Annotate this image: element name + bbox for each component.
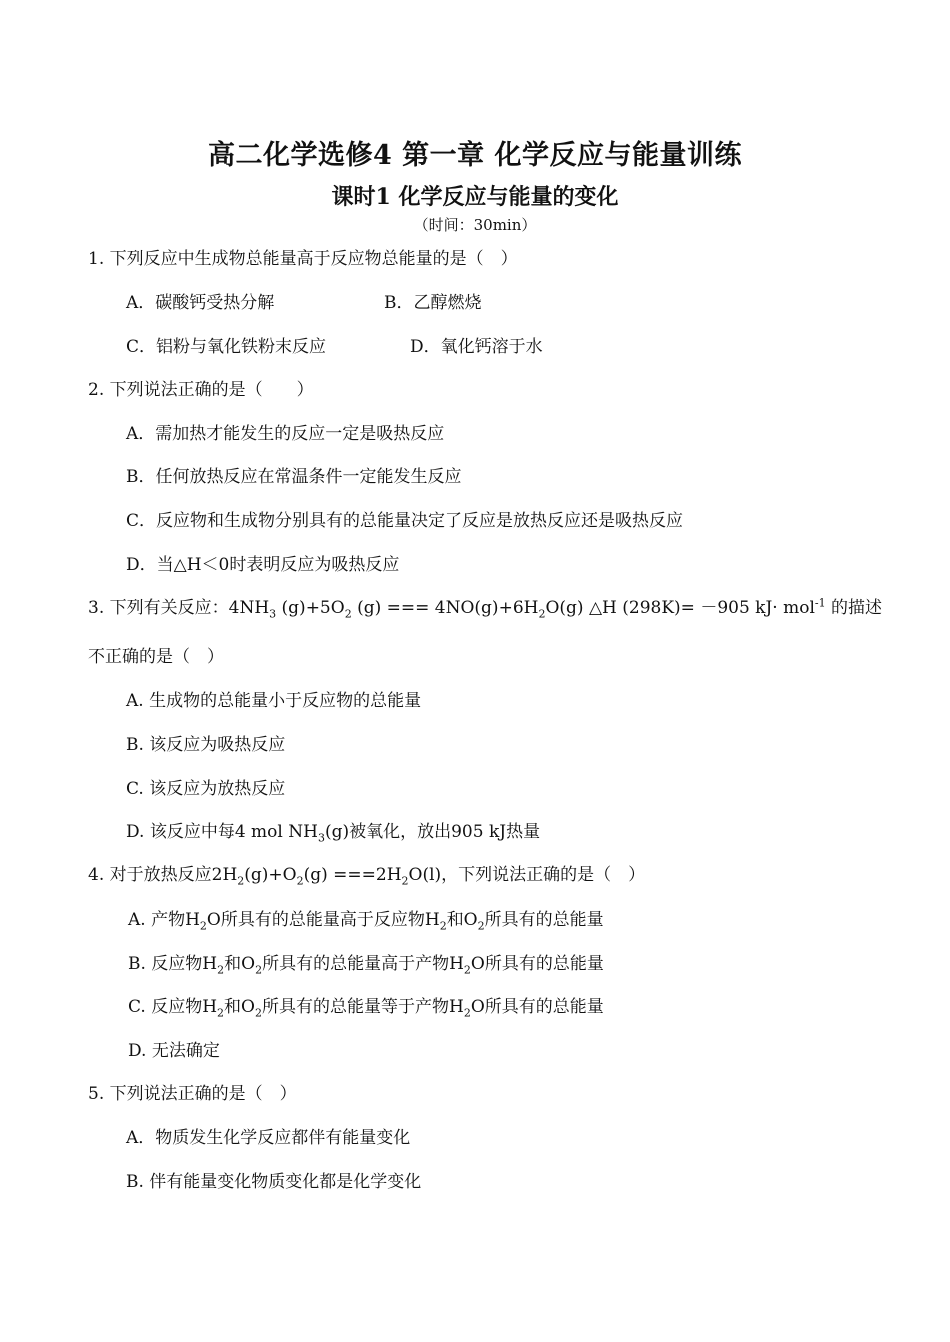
question-3-stem-continued: 不正确的是（ ） [88, 647, 224, 667]
question-4-stem: 4. 对于放热反应$2H_2(g)+O_2(g) ===2H_2O(l)$，下列说法正确的是（ ） [88, 865, 646, 888]
question-2-option-c: C．反应物和生成物分别具有的总能量决定了反应是放热反应还是吸热反应 [126, 511, 684, 531]
question-4-option-c: C. 反应物$H_2$和$O_2$所具有的总能量等于产物$H_2O$所具有的总能量 [128, 997, 604, 1020]
question-4-option-a: A. 产物$H_2O$所具有的总能量高于反应物$H_2$和$O_2$所具有的总能量 [128, 910, 604, 933]
question-2-stem: 2. 下列说法正确的是（ ） [88, 380, 314, 400]
question-3-option-d: D. 该反应中每4 mol $NH_3(g)$被氧化，放出905 kJ热量 [126, 822, 541, 845]
question-1-option-c: C．铝粉与氧化铁粉末反应 [126, 337, 327, 357]
question-3-option-b: B. 该反应为吸热反应 [126, 735, 286, 755]
question-4-option-d: D. 无法确定 [128, 1041, 220, 1061]
question-3-stem: 3. 下列有关反应：$4NH_3$ $(g)+5O_2$ (g) === $4NO(g)+6H_2O(g)$ △H (298K)= －905 kJ· mol$^{-1}$ 的描述 [88, 596, 883, 621]
question-3-option-c: C. 该反应为放热反应 [126, 779, 286, 799]
question-5-option-a: A．物质发生化学反应都伴有能量变化 [126, 1128, 411, 1148]
question-1-stem: 1. 下列反应中生成物总能量高于反应物总能量的是（ ） [88, 249, 518, 269]
page-subtitle: 课时1 化学反应与能量的变化 [331, 184, 619, 210]
question-2-option-a: A．需加热才能发生的反应一定是吸热反应 [126, 424, 445, 444]
question-1-option-d: D．氧化钙溶于水 [410, 337, 543, 357]
question-5-stem: 5. 下列说法正确的是（ ） [88, 1084, 297, 1104]
question-1-option-b: B．乙醇燃烧 [384, 293, 482, 313]
time-limit: （时间：30min） [413, 216, 537, 234]
question-5-option-b: B. 伴有能量变化物质变化都是化学变化 [126, 1172, 422, 1192]
page-title: 高二化学选修4 第一章 化学反应与能量训练 [207, 140, 743, 171]
question-2-option-b: B．任何放热反应在常温条件一定能发生反应 [126, 467, 462, 487]
question-1-option-a: A．碳酸钙受热分解 [126, 293, 275, 313]
question-3-option-a: A. 生成物的总能量小于反应物的总能量 [126, 691, 422, 711]
question-4-option-b: B. 反应物$H_2$和$O_2$所具有的总能量高于产物$H_2O$所具有的总能量 [128, 954, 604, 977]
question-2-option-d: D．当△H＜0时表明反应为吸热反应 [126, 555, 400, 575]
